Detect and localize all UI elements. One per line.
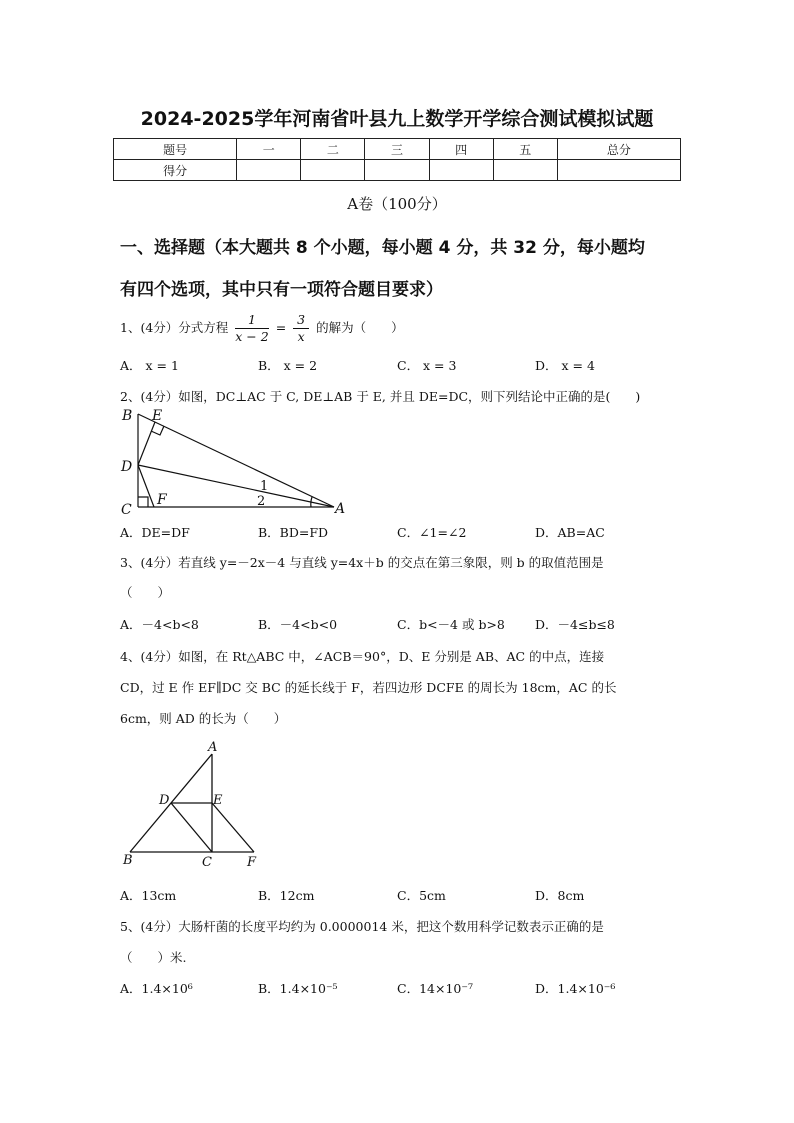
- question-2: 2、(4分）如图，DC⊥AC 于 C, DE⊥AB 于 E, 并且 DE=DC，则下列结论中正确的是( ): [120, 389, 641, 404]
- q2-line-da: [138, 465, 334, 507]
- q2-label-a: A: [335, 501, 346, 517]
- question-3-line2: （ ）: [120, 585, 171, 600]
- question-4-line2: CD，过 E 作 EF∥DC 交 BC 的延长线于 F，若四边形 DCFE 的周长为 18cm，AC 的长: [120, 680, 617, 695]
- q2-line-ba: [138, 414, 334, 507]
- q4-figure: [118, 738, 268, 873]
- score-table: [113, 138, 681, 181]
- q2-option-b: B．BD=FD: [258, 525, 329, 540]
- q1-option-a: A． x = 1: [120, 358, 179, 373]
- q3-option-b: B．－4<b<0: [258, 617, 338, 632]
- q3-option-d: D．－4≤b≤8: [535, 617, 615, 632]
- q1-frac1-denominator: x − 2: [235, 329, 269, 344]
- q4-label-d: D: [159, 793, 170, 808]
- q1-frac2-denominator: x: [297, 329, 305, 344]
- q1-frac1-numerator: 1: [235, 312, 268, 329]
- q2-label-c: C: [121, 502, 132, 517]
- score-cell: [365, 160, 429, 181]
- score-header-cell: 四: [429, 139, 493, 160]
- question-4-line3: 6cm，则 AD 的长为（ ）: [120, 711, 287, 726]
- q4-line-dc: [171, 803, 212, 852]
- score-cell: [301, 160, 365, 181]
- q4-line-ef: [212, 803, 254, 852]
- q4-option-c: C．5cm: [397, 888, 446, 903]
- q3-option-c: C．b<－4 或 b>8: [397, 617, 505, 632]
- q1-fraction-right: [293, 312, 309, 345]
- q1-fraction-left: [235, 312, 268, 345]
- q1-prefix: 1、(4分）分式方程: [120, 320, 229, 335]
- q4-label-e: E: [213, 793, 223, 808]
- question-1: [120, 312, 680, 345]
- paper-part-heading: A卷（100分）: [347, 195, 447, 213]
- score-header-cell: 总分: [557, 139, 680, 160]
- q5-option-c: C．14×10⁻⁷: [397, 981, 473, 996]
- q2-line-df: [138, 465, 154, 507]
- question-4-line1: 4、(4分）如图，在 Rt△ABC 中，∠ACB＝90°，D、E 分别是 AB、AC 的中点，连接: [120, 649, 605, 664]
- section-heading-line1: 一、选择题（本大题共 8 个小题，每小题 4 分，共 32 分，每小题均: [120, 238, 645, 258]
- score-table-header-row: [114, 139, 681, 160]
- q2-line-de: [138, 422, 155, 465]
- q1-option-c: C． x = 3: [397, 358, 457, 373]
- q2-label-f: F: [157, 492, 167, 508]
- question-3-line1: 3、(4分）若直线 y=－2x－4 与直线 y=4x＋b 的交点在第三象限，则 b 的取值范围是: [120, 555, 604, 570]
- q5-option-b: B．1.4×10⁻⁵: [258, 981, 338, 996]
- q2-option-d: D．AB=AC: [535, 525, 605, 540]
- q2-label-angle1: 1: [260, 479, 269, 494]
- q2-right-angle-c: [138, 497, 148, 507]
- q4-label-a: A: [208, 740, 218, 755]
- score-header-cell: 题号: [114, 139, 237, 160]
- q2-label-d: D: [121, 459, 133, 475]
- score-header-cell: 三: [365, 139, 429, 160]
- question-5-line1: 5、(4分）大肠杆菌的长度平均约为 0.0000014 米，把这个数用科学记数表示正确的是: [120, 919, 604, 934]
- score-header-cell: 一: [237, 139, 301, 160]
- q4-option-a: A．13cm: [120, 888, 177, 903]
- q2-figure: [112, 402, 352, 517]
- q2-option-a: A．DE=DF: [120, 525, 190, 540]
- q4-option-d: D．8cm: [535, 888, 585, 903]
- q4-option-b: B．12cm: [258, 888, 315, 903]
- q5-option-a: A．1.4×10⁶: [120, 981, 193, 996]
- question-5-line2: （ ）米.: [120, 950, 187, 965]
- q4-label-c: C: [202, 855, 212, 870]
- score-cell: [237, 160, 301, 181]
- score-cell: [493, 160, 557, 181]
- q5-option-d: D．1.4×10⁻⁶: [535, 981, 616, 996]
- score-header-cell: 五: [493, 139, 557, 160]
- q1-suffix: 的解为（ ）: [316, 320, 404, 335]
- q2-label-e: E: [152, 408, 163, 424]
- section-heading-line2: 有四个选项，其中只有一项符合题目要求）: [120, 280, 443, 300]
- q1-option-d: D． x = 4: [535, 358, 595, 373]
- q3-option-a: A．－4<b<8: [120, 617, 199, 632]
- q2-label-b: B: [122, 408, 133, 424]
- score-header-cell: 二: [301, 139, 365, 160]
- score-table-score-row: [114, 160, 681, 181]
- score-cell: [557, 160, 680, 181]
- q4-label-f: F: [247, 855, 257, 870]
- q1-option-b: B． x = 2: [258, 358, 318, 373]
- score-row-label: 得分: [114, 160, 237, 181]
- q1-frac2-numerator: 3: [293, 312, 309, 329]
- q4-label-b: B: [123, 853, 133, 868]
- exam-title: 2024-2025学年河南省叶县九上数学开学综合测试模拟试题: [140, 108, 654, 130]
- score-cell: [429, 160, 493, 181]
- q1-equals: =: [275, 320, 287, 335]
- q2-label-angle2: 2: [257, 494, 266, 509]
- q2-option-c: C．∠1=∠2: [397, 525, 467, 540]
